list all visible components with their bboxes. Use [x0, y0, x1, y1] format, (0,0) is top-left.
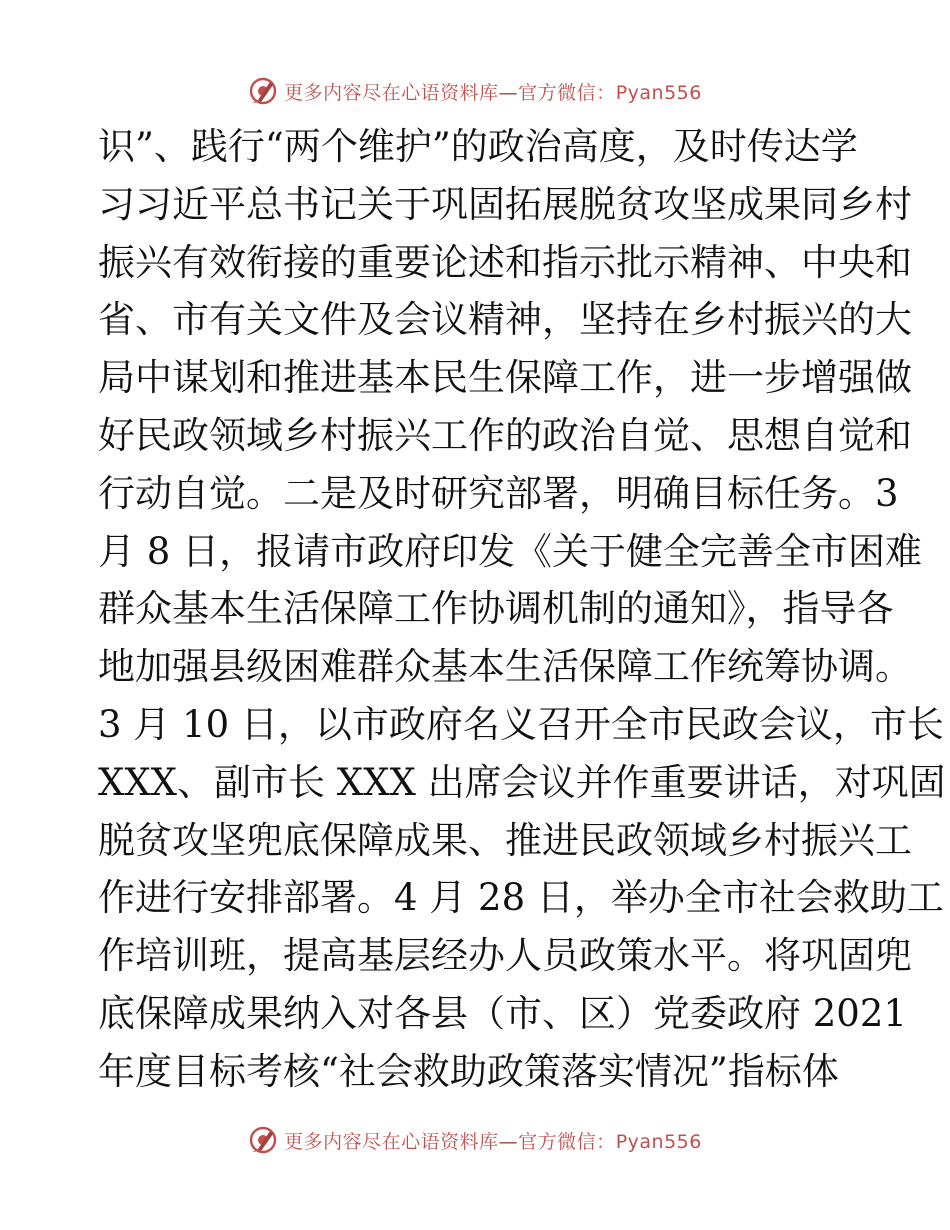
text-line: 3 月 10 日，以市政府名义召开全市民政会议，市长 [98, 702, 944, 746]
pen-nib-circle-icon [248, 76, 278, 106]
text-line: 行动自觉。二是及时研究部署，明确目标任务。3 [98, 471, 899, 515]
text-line: 年度目标考核“社会救助政策落实情况”指标体 [98, 1049, 839, 1093]
text-line: 脱贫攻坚兜底保障成果、推进民政领域乡村振兴工 [98, 818, 912, 862]
text-line: 底保障成果纳入对各县（市、区）党委政府 2021 [98, 991, 907, 1035]
watermark-dash: — [498, 1130, 519, 1153]
watermark-text [284, 1127, 702, 1154]
watermark-text [284, 78, 702, 105]
watermark-id: Pyan556 [615, 1130, 702, 1153]
watermark-dash: — [498, 81, 519, 104]
text-line: XXX、副市长 XXX 出席会议并作重要讲话，对巩固 [98, 760, 946, 804]
header-watermark [0, 73, 950, 109]
text-line: 地加强县级困难群众基本生活保障工作统筹协调。 [98, 645, 912, 689]
text-line: 群众基本生活保障工作协调机制的通知》，指导各 [98, 587, 894, 631]
footer-watermark [0, 1122, 950, 1158]
watermark-id: Pyan556 [615, 81, 702, 104]
watermark-main: 更多内容尽在心语资料库 [284, 1130, 499, 1153]
document-body [98, 118, 946, 1101]
text-line: 月 8 日，报请市政府印发《关于健全完善全市困难 [98, 529, 923, 573]
watermark-official: 官方微信： [518, 81, 616, 104]
text-line: 局中谋划和推进基本民生保障工作，进一步增强做 [98, 356, 912, 400]
pen-nib-circle-icon [248, 1125, 278, 1155]
text-line: 作培训班，提高基层经办人员政策水平。将巩固兜 [98, 934, 912, 978]
watermark-official: 官方微信： [518, 1130, 616, 1153]
text-line: 省、市有关文件及会议精神，坚持在乡村振兴的大 [98, 298, 912, 342]
watermark-main: 更多内容尽在心语资料库 [284, 81, 499, 104]
text-line: 振兴有效衔接的重要论述和指示批示精神、中央和 [98, 240, 912, 284]
text-line: 好民政领域乡村振兴工作的政治自觉、思想自觉和 [98, 413, 912, 457]
text-line: 识”、践行“两个维护”的政治高度，及时传达学 [98, 125, 858, 168]
text-line: 作进行安排部署。4 月 28 日，举办全市社会救助工 [98, 876, 944, 920]
text-line: 习习近平总书记关于巩固拓展脱贫攻坚成果同乡村 [98, 182, 912, 226]
